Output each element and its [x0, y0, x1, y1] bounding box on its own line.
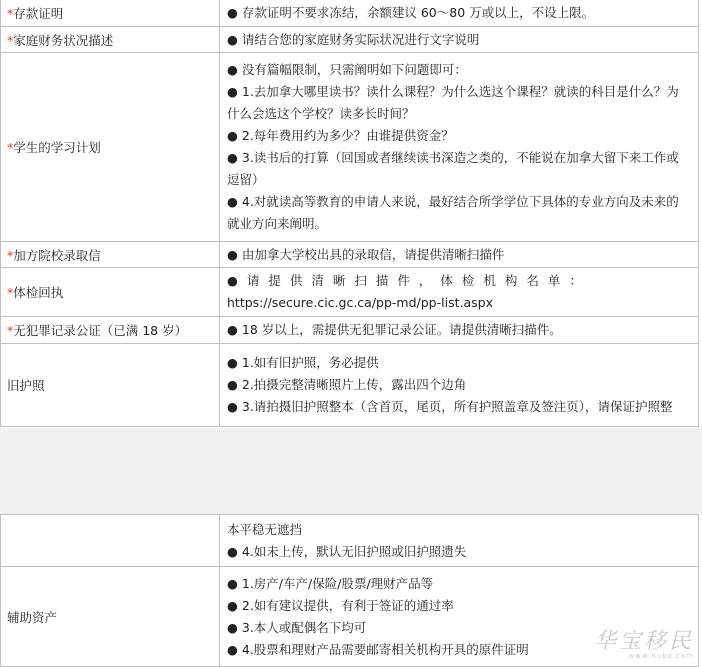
table-row: [1, 0, 699, 27]
row-label: *体检回执: [1, 268, 220, 317]
row-content: ● 1.房产/车产/保险/股票/理财产品等 ● 2.如有建议提供，有利于签证的通过率 ● 3.本人或配偶名下均可 ● 4.股票和理财产品需要邮寄相关机构开具的原件证明: [220, 567, 699, 667]
table-row: [1, 242, 699, 268]
watermark-logo: 华宝移民 www.hubo.com: [593, 629, 694, 660]
page-separator: [0, 428, 702, 514]
table-row: [1, 344, 699, 427]
table-row: [1, 27, 699, 53]
table-row: [1, 515, 699, 567]
row-content: ● 1.如有旧护照，务必提供 ● 2.拍摄完整清晰照片上传，露出四个边角 ● 3.请拍摄旧护照整本（含首页，尾页，所有护照盖章及签注页），请保证护照整: [220, 344, 699, 427]
row-label: *存款证明: [1, 0, 220, 27]
row-content: ● 没有篇幅限制，只需阐明如下问题即可： ● 1.去加拿大哪里读书？读什么课程？为什么选这个课程？就读的科目是什么？为 什么会选这个学校？读多长时间？ ● 2.每年费用约为多少？由谁提供资金？ ● 3.读书后的打算（回国或者继续读书深造之类的，不能说在加拿大留下来工作或 逗留） ● 4.对就读高等教育的申请人来说，最好结合所学学位下具体的专业方向及未来的 就业方向来阐明。: [220, 53, 699, 242]
table-row: [1, 317, 699, 344]
table-row: [1, 53, 699, 242]
row-label: [1, 515, 220, 567]
row-label: 旧护照: [1, 344, 220, 427]
row-content: ● 存款证明不要求冻结，余额建议 60～80 万或以上，不设上限。: [220, 0, 699, 27]
row-content: 本平稳无遮挡 ● 4.如未上传，默认无旧护照或旧护照遗失: [220, 515, 699, 567]
table-row: [1, 268, 699, 317]
row-content: ● 请结合您的家庭财务实际状况进行文字说明: [220, 27, 699, 53]
medical-list-link[interactable]: https://secure.cic.gc.ca/pp-md/pp-list.aspx: [227, 295, 493, 310]
row-label: *无犯罪记录公证（已满 18 岁）: [1, 317, 220, 344]
row-label: *加方院校录取信: [1, 242, 220, 268]
row-content: ● 由加拿大学校出具的录取信，请提供清晰扫描件: [220, 242, 699, 268]
row-label: *家庭财务状况描述: [1, 27, 220, 53]
row-label: 辅助资产: [1, 567, 220, 667]
row-label: *学生的学习计划: [1, 53, 220, 242]
row-content: ● 18 岁以上，需提供无犯罪记录公证。请提供清晰扫描件。: [220, 317, 699, 344]
row-content: ●请提供清晰扫描件，体检机构名单： https://secure.cic.gc.ca/pp-md/pp-list.aspx: [220, 268, 699, 317]
